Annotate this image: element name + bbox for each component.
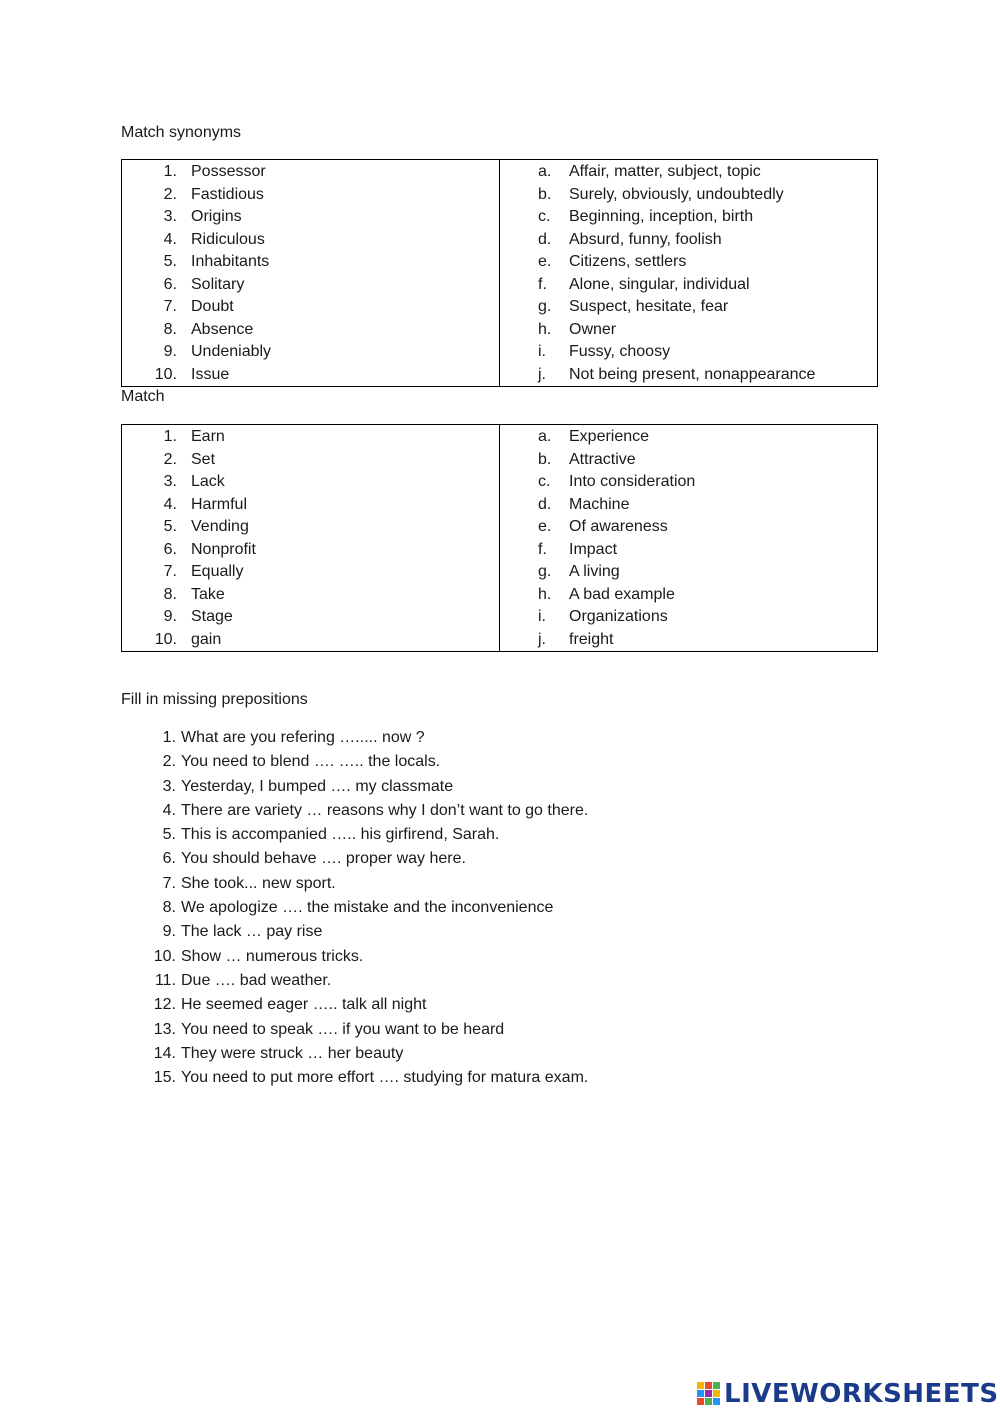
synonym-word-text: Undeniably [191, 343, 272, 360]
match-word-marker: 4. [163, 495, 177, 513]
synonym-definition-marker: c. [538, 208, 551, 225]
preposition-item-number: 10. [153, 947, 176, 965]
preposition-item-text: There are variety … reasons why I don’t want to go there. [181, 801, 589, 819]
synonym-word-row [122, 296, 499, 319]
synonym-definition-text: Beginning, inception, birth [569, 208, 754, 225]
match-table [121, 424, 878, 652]
preposition-item-number: 4. [162, 801, 176, 819]
match-word-marker: 3. [163, 473, 177, 490]
match-phrase-row [500, 494, 877, 517]
synonym-word-text: Issue [191, 365, 230, 383]
synonym-word-row [122, 184, 499, 207]
synonym-definition-row [500, 341, 877, 364]
match-phrase-row [500, 606, 877, 629]
liveworksheets-logo [697, 1378, 999, 1410]
preposition-item-text: You should behave …. proper way here. [181, 850, 466, 868]
match-phrase-row [500, 561, 877, 584]
synonym-word-marker: 10. [154, 365, 177, 383]
match-word-text: Earn [191, 428, 225, 445]
synonyms-definitions-column [500, 160, 877, 386]
preposition-item-text: We apologize …. the mistake and the inconvenience [181, 899, 554, 917]
synonym-word-text: Ridiculous [191, 230, 265, 248]
match-phrase-row [500, 449, 877, 472]
match-phrase-row [500, 629, 877, 652]
preposition-item-number: 5. [162, 826, 176, 844]
synonyms-table [121, 159, 878, 387]
synonym-definition-marker: e. [538, 253, 552, 270]
preposition-item [121, 1066, 821, 1090]
synonym-word-text: Solitary [191, 275, 245, 293]
preposition-item-text: They were struck … her beauty [181, 1044, 404, 1062]
preposition-item-number: 1. [162, 729, 176, 746]
match-word-text: Set [191, 450, 216, 468]
synonym-definition-row [500, 184, 877, 207]
match-word-row [122, 426, 499, 449]
synonym-word-text: Inhabitants [191, 253, 270, 270]
preposition-item-text: Yesterday, I bumped …. my classmate [181, 777, 454, 795]
match-phrase-text: Of awareness [569, 518, 668, 535]
preposition-item-number: 14. [153, 1044, 176, 1062]
preposition-item [121, 945, 821, 969]
preposition-item-text: You need to put more effort …. studying for matura exam. [181, 1069, 589, 1087]
synonym-definition-marker: d. [538, 230, 552, 248]
match-phrase-marker: c. [538, 473, 551, 490]
match-word-row [122, 516, 499, 539]
synonym-word-row [122, 364, 499, 387]
match-word-row [122, 561, 499, 584]
preposition-item [121, 993, 821, 1017]
synonym-word-row [122, 229, 499, 252]
preposition-item-text: You need to blend …. ….. the locals. [181, 753, 441, 771]
section1-title: Match synonyms [121, 124, 242, 141]
match-phrases-column [500, 425, 877, 651]
match-phrase-text: Organizations [569, 608, 668, 625]
synonym-definition-marker: h. [538, 320, 552, 338]
synonym-word-text: Fastidious [191, 185, 264, 203]
match-phrase-row [500, 426, 877, 449]
match-word-text: Lack [191, 473, 225, 490]
synonym-word-row [122, 319, 499, 342]
match-phrase-marker: a. [538, 428, 552, 445]
preposition-item-text: You need to speak …. if you want to be heard [181, 1020, 505, 1038]
match-phrase-text: Attractive [569, 450, 636, 468]
synonym-word-marker: 4. [163, 230, 177, 248]
match-word-text: Take [191, 585, 225, 603]
match-word-text: Vending [191, 518, 249, 535]
synonym-definition-row [500, 319, 877, 342]
match-phrase-row [500, 584, 877, 607]
synonym-definition-marker: a. [538, 163, 552, 180]
synonym-definition-marker: b. [538, 185, 552, 203]
match-phrase-row [500, 471, 877, 494]
synonym-definition-marker: i. [538, 343, 546, 360]
match-phrase-row [500, 516, 877, 539]
synonym-definition-row [500, 296, 877, 319]
section3-title: Fill in missing prepositions [121, 691, 308, 708]
match-word-marker: 9. [163, 608, 177, 625]
synonym-definition-text: Alone, singular, individual [569, 275, 750, 293]
match-word-text: gain [191, 630, 222, 648]
match-word-row [122, 584, 499, 607]
synonym-word-text: Doubt [191, 298, 234, 315]
match-word-marker: 7. [163, 563, 177, 580]
preposition-item-number: 3. [162, 777, 176, 795]
preposition-item [121, 896, 821, 920]
preposition-item [121, 750, 821, 774]
synonym-word-row [122, 206, 499, 229]
preposition-item-number: 15. [153, 1069, 176, 1087]
synonym-word-marker: 3. [163, 208, 177, 225]
match-phrase-text: A living [569, 563, 620, 580]
synonym-word-marker: 8. [163, 320, 177, 338]
logo-text: LIVEWORKSHEETS [724, 1379, 999, 1409]
prepositions-list [121, 726, 821, 1090]
preposition-item-number: 2. [162, 753, 176, 771]
match-word-row [122, 494, 499, 517]
match-phrase-marker: f. [538, 540, 547, 558]
match-word-text: Harmful [191, 495, 248, 513]
preposition-item-number: 11. [154, 971, 176, 989]
synonym-definition-text: Fussy, choosy [569, 343, 671, 360]
match-word-marker: 10. [154, 630, 177, 648]
match-phrase-marker: g. [538, 563, 552, 580]
synonym-definition-row [500, 364, 877, 387]
preposition-item-text: Show … numerous tricks. [181, 947, 364, 965]
synonym-word-row [122, 251, 499, 274]
preposition-item-text: She took... new sport. [181, 874, 336, 892]
preposition-item-number: 7. [162, 874, 176, 892]
synonym-word-row [122, 274, 499, 297]
synonym-definition-text: Not being present, nonappearance [569, 365, 816, 383]
synonym-word-text: Possessor [191, 163, 266, 180]
preposition-item [121, 799, 821, 823]
match-word-row [122, 629, 499, 652]
match-word-marker: 8. [163, 585, 177, 603]
synonym-word-row [122, 161, 499, 184]
synonym-definition-text: Surely, obviously, undoubtedly [569, 185, 784, 203]
synonyms-words-column [122, 160, 500, 386]
match-word-row [122, 606, 499, 629]
preposition-item-number: 9. [162, 923, 176, 941]
synonym-definition-text: Citizens, settlers [569, 253, 687, 270]
preposition-item [121, 1042, 821, 1066]
match-word-text: Nonprofit [191, 540, 256, 558]
synonym-definition-row [500, 206, 877, 229]
synonym-definition-marker: g. [538, 298, 552, 315]
synonym-definition-marker: f. [538, 275, 547, 293]
section2-title: Match [121, 388, 165, 405]
match-phrase-marker: b. [538, 450, 552, 468]
synonym-word-marker: 6. [163, 275, 177, 293]
synonym-word-marker: 9. [163, 343, 177, 360]
synonym-word-text: Absence [191, 320, 254, 338]
match-phrase-text: Machine [569, 495, 630, 513]
synonym-definition-row [500, 161, 877, 184]
preposition-item-text: The lack … pay rise [181, 923, 323, 941]
match-phrase-marker: j. [538, 630, 546, 648]
match-phrase-marker: d. [538, 495, 552, 513]
synonym-definition-text: Suspect, hesitate, fear [569, 298, 729, 315]
preposition-item-number: 13. [153, 1020, 176, 1038]
synonym-word-text: Origins [191, 208, 242, 225]
preposition-item-number: 12. [153, 996, 176, 1014]
preposition-item-text: He seemed eager ….. talk all night [181, 996, 427, 1014]
match-phrase-row [500, 539, 877, 562]
preposition-item [121, 1018, 821, 1042]
match-word-text: Equally [191, 563, 244, 580]
match-word-text: Stage [191, 608, 233, 625]
match-phrase-text: Impact [569, 540, 618, 558]
match-words-column [122, 425, 500, 651]
preposition-item-number: 6. [162, 850, 176, 868]
preposition-item [121, 872, 821, 896]
preposition-item-number: 8. [162, 899, 176, 917]
preposition-item [121, 969, 821, 993]
preposition-item [121, 823, 821, 847]
preposition-item [121, 726, 821, 750]
match-word-marker: 6. [163, 540, 177, 558]
synonym-definition-text: Affair, matter, subject, topic [569, 163, 761, 180]
synonym-word-marker: 2. [163, 185, 177, 203]
synonym-definition-text: Owner [569, 320, 617, 338]
preposition-item-text: What are you refering …..... now ? [181, 729, 425, 746]
preposition-item [121, 775, 821, 799]
preposition-item-text: Due …. bad weather. [181, 971, 332, 989]
synonym-word-row [122, 341, 499, 364]
match-phrase-text: A bad example [569, 585, 675, 603]
match-phrase-text: freight [569, 630, 614, 648]
match-phrase-text: Into consideration [569, 473, 696, 490]
match-word-row [122, 539, 499, 562]
preposition-item [121, 847, 821, 871]
synonym-definition-marker: j. [538, 365, 546, 383]
preposition-item [121, 920, 821, 944]
preposition-item-text: This is accompanied ….. his girfirend, Sarah. [181, 826, 500, 844]
match-word-row [122, 471, 499, 494]
match-phrase-text: Experience [569, 428, 650, 445]
match-word-marker: 2. [163, 450, 177, 468]
synonym-word-marker: 5. [163, 253, 177, 270]
synonym-definition-row [500, 274, 877, 297]
match-word-marker: 5. [163, 518, 177, 535]
synonym-word-marker: 7. [163, 298, 177, 315]
match-phrase-marker: e. [538, 518, 552, 535]
synonym-definition-row [500, 229, 877, 252]
synonym-word-marker: 1. [163, 163, 177, 180]
synonym-definition-text: Absurd, funny, foolish [569, 230, 722, 248]
match-word-marker: 1. [163, 428, 177, 445]
match-phrase-marker: i. [538, 608, 546, 625]
synonym-definition-row [500, 251, 877, 274]
match-word-row [122, 449, 499, 472]
liveworksheets-logo-icon [697, 1382, 721, 1406]
match-phrase-marker: h. [538, 585, 552, 603]
